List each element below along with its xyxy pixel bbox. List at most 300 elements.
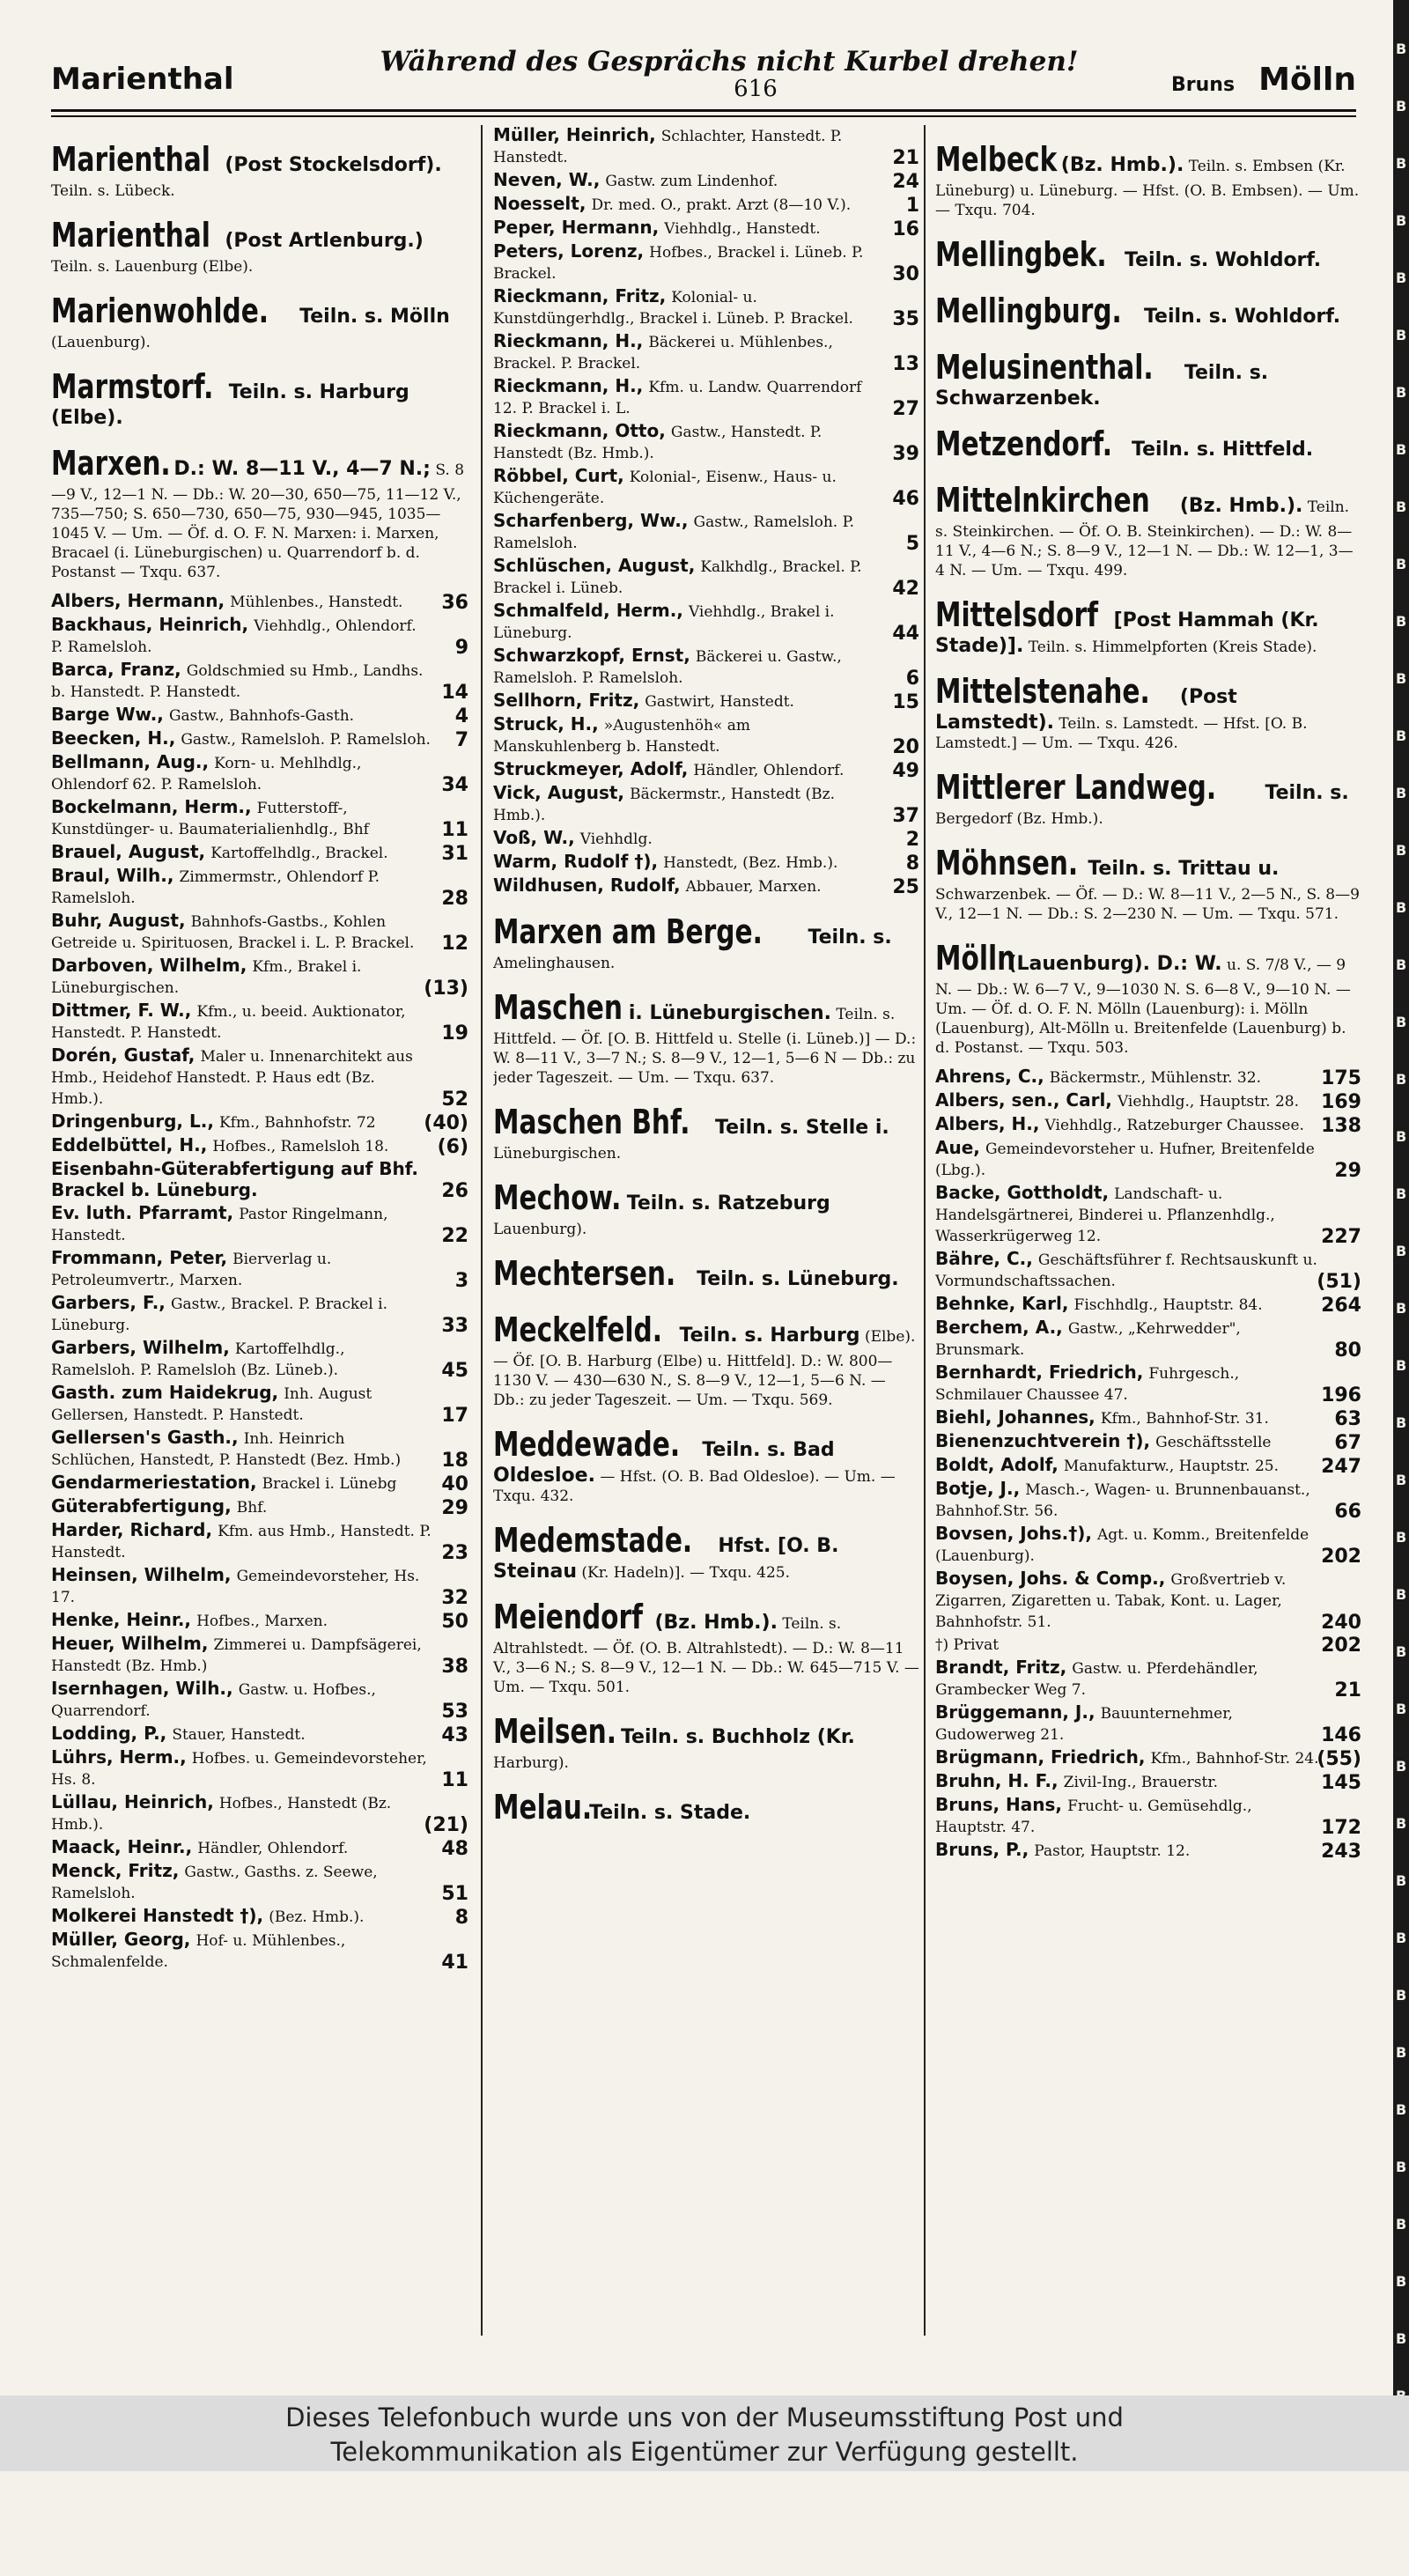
subscriber-details: Kolonial-, Eisenw., Haus- u. Küchengeräte. bbox=[493, 469, 837, 507]
subscriber-details: Zivil-Ing., Brauerstr. bbox=[1063, 1774, 1218, 1791]
phone-number: 49 bbox=[892, 760, 919, 782]
subscriber-details: Agt. u. Komm., Breitenfelde (Lauenburg). bbox=[935, 1526, 1309, 1565]
subscriber-details: Kolonial- u. Kunstdüngerhdlg., Brackel i. Lüneb. P. Brackel. bbox=[493, 289, 853, 328]
phone-number: 27 bbox=[892, 398, 919, 420]
footer-credit bbox=[0, 2395, 1409, 2471]
subscriber-name: Bienenzuchtverein †), bbox=[935, 1430, 1151, 1451]
place-note: Teiln. s. Harburg (Elbe). bbox=[51, 381, 409, 429]
subscriber-details: Pastor, Hauptstr. 12. bbox=[1034, 1842, 1191, 1860]
edge-letter: B bbox=[1396, 1185, 1407, 1202]
place-name: Mittelnkirchen bbox=[935, 481, 1150, 520]
subscriber-name: Scharfenberg, Ww., bbox=[493, 510, 689, 531]
subscriber-details: Dr. med. O., prakt. Arzt (8—10 V.). bbox=[591, 196, 852, 214]
place-info: — Hfst. (O. B. Bad Oldesloe). — Um. — Txqu. 432. bbox=[493, 1468, 896, 1505]
place-name: Mellingburg. bbox=[935, 292, 1122, 330]
subscriber-name: Brüggemann, J., bbox=[935, 1701, 1095, 1723]
subscriber-entry bbox=[51, 1473, 468, 1495]
subscriber-details: Kfm., Bahnhofstr. 72 bbox=[218, 1114, 376, 1132]
subscriber-details: Kfm. u. Landw. Quarrendorf 12. P. Brackel i. L. bbox=[493, 379, 862, 417]
phone-number: 19 bbox=[441, 1022, 468, 1044]
subscriber-name: Backe, Gottholdt, bbox=[935, 1182, 1110, 1203]
footer-line-2: Telekommunikation als Eigentümer zur Verfügung gestellt. bbox=[330, 2437, 1079, 2467]
place-heading bbox=[935, 137, 1361, 220]
subscriber-details: Kalkhdlg., Brackel. P. Brackel i. Lüneb. bbox=[493, 558, 862, 597]
place-note: Teiln. s. Wohldorf. bbox=[1143, 306, 1341, 328]
place-name: Melbeck bbox=[935, 140, 1058, 179]
edge-letter: B bbox=[1396, 785, 1407, 801]
subscriber-details: Gastwirt, Hanstedt. bbox=[645, 693, 794, 711]
edge-letter: B bbox=[1396, 1472, 1407, 1488]
subscriber-details: Gastw., Ramelsloh. P. Ramelsloh. bbox=[493, 513, 854, 552]
subscriber-name: Brauel, August, bbox=[51, 841, 206, 862]
phone-number: 34 bbox=[441, 774, 468, 796]
place-note: D.: W. 8—11 V., 4—7 N.; bbox=[173, 458, 431, 480]
place-note: Teiln. s. Lüneburg. bbox=[697, 1268, 899, 1290]
subscriber-name: Dringenburg, L., bbox=[51, 1111, 214, 1132]
header-rule bbox=[51, 109, 1356, 112]
subscriber-name: Harder, Richard, bbox=[51, 1519, 213, 1540]
subscriber-details: Mühlenbes., Hanstedt. bbox=[230, 594, 403, 611]
header-right-small-keyword: Bruns bbox=[1171, 74, 1236, 96]
subscriber-entry bbox=[935, 1568, 1361, 1633]
phone-number: 38 bbox=[441, 1656, 468, 1678]
edge-letter: B bbox=[1396, 327, 1407, 343]
subscriber-details: Kfm. aus Hmb., Hanstedt. P. Hanstedt. bbox=[51, 1523, 432, 1561]
phone-number: 11 bbox=[441, 1769, 468, 1791]
phone-number: 247 bbox=[1321, 1456, 1361, 1478]
subscriber-name: Barca, Franz, bbox=[51, 659, 181, 680]
subscriber-details: Kfm., Bahnhof-Str. 24. bbox=[1150, 1750, 1319, 1768]
subscriber-name: Rieckmann, Otto, bbox=[493, 420, 666, 441]
subscriber-entry bbox=[935, 1524, 1361, 1567]
subscriber-name: Güterabfertigung, bbox=[51, 1495, 232, 1517]
subscriber-details: Bahnhofs-Gastbs., Kohlen Getreide u. Spirituosen, Brackel i. L. P. Brackel. bbox=[51, 913, 415, 952]
subscriber-entry bbox=[51, 1383, 468, 1426]
place-name: Maschen bbox=[493, 988, 623, 1027]
subscriber-name: Henke, Heinr., bbox=[51, 1609, 192, 1630]
place-name: Marxen. bbox=[51, 444, 171, 483]
place-name: Meddewade. bbox=[493, 1425, 681, 1464]
subscriber-entry bbox=[51, 911, 468, 954]
phone-number: 202 bbox=[1321, 1546, 1361, 1568]
place-heading bbox=[493, 1176, 919, 1239]
subscriber-details: Stauer, Hanstedt. bbox=[172, 1726, 306, 1744]
subscriber-name: Schwarzkopf, Ernst, bbox=[493, 645, 690, 666]
subscriber-name: Schlüschen, August, bbox=[493, 555, 696, 576]
subscriber-name: Garbers, F., bbox=[51, 1292, 166, 1313]
subscriber-entry bbox=[51, 1203, 468, 1246]
edge-letter: B bbox=[1396, 1128, 1407, 1145]
place-heading bbox=[935, 765, 1361, 829]
subscriber-details: Bäckerei u. Mühlenbes., Brackel. P. Brackel. bbox=[493, 334, 833, 373]
subscriber-details: Kfm., Bahnhof-Str. 31. bbox=[1100, 1410, 1269, 1428]
phone-number: 25 bbox=[892, 876, 919, 898]
subscriber-entry bbox=[51, 1111, 468, 1133]
subscriber-details: Händler, Ohlendorf. bbox=[197, 1840, 349, 1857]
subscriber-name: Voß, W., bbox=[493, 827, 575, 848]
subscriber-entry bbox=[51, 752, 468, 795]
place-name: Mechow. bbox=[493, 1178, 622, 1217]
phone-number: 16 bbox=[892, 218, 919, 240]
place-heading bbox=[493, 1100, 919, 1163]
subscriber-entry bbox=[493, 218, 919, 240]
place-heading bbox=[51, 441, 468, 582]
edge-letter: B bbox=[1396, 613, 1407, 630]
subscriber-entry bbox=[935, 1747, 1361, 1769]
subscriber-entry bbox=[51, 956, 468, 999]
subscriber-details: Gastw., Gasths. z. Seewe, Ramelsloh. bbox=[51, 1864, 378, 1902]
subscriber-details: Bauunternehmer, Gudowerweg 21. bbox=[935, 1705, 1233, 1744]
subscriber-name: Peper, Hermann, bbox=[493, 217, 660, 238]
subscriber-details: Gastw. u. Pferdehändler, Grambecker Weg 7. bbox=[935, 1660, 1258, 1699]
phone-number: 21 bbox=[1334, 1679, 1361, 1701]
subscriber-details: Hofbes., Marxen. bbox=[196, 1613, 328, 1630]
edge-letter: B bbox=[1396, 441, 1407, 458]
subscriber-entry bbox=[51, 1723, 468, 1746]
subscriber-name: Gasth. zum Haidekrug, bbox=[51, 1382, 279, 1403]
subscriber-name: Dorén, Gustaf, bbox=[51, 1044, 195, 1066]
subscriber-name: Röbbel, Curt, bbox=[493, 465, 624, 486]
phone-number: 8 bbox=[905, 853, 919, 875]
place-name: Melusinenthal. bbox=[935, 348, 1154, 387]
subscriber-entry bbox=[51, 1610, 468, 1632]
subscriber-name: Maack, Heinr., bbox=[51, 1836, 193, 1857]
subscriber-entry bbox=[493, 421, 919, 464]
subscriber-details: »Augustenhöh« am Manskuhlenberg b. Hanstedt. bbox=[493, 717, 750, 756]
page-number: 616 bbox=[734, 76, 778, 102]
subscriber-entry bbox=[51, 1135, 468, 1157]
subscriber-details: Hofbes., Ramelsloh 18. bbox=[212, 1138, 389, 1155]
subscriber-entry bbox=[51, 797, 468, 840]
subscriber-details: Zimmermstr., Ohlendorf P. Ramelsloh. bbox=[51, 868, 380, 907]
place-name: Marienthal bbox=[51, 216, 210, 255]
subscriber-name: Backhaus, Heinrich, bbox=[51, 614, 249, 635]
edge-letter: B bbox=[1396, 899, 1407, 916]
edge-letter: B bbox=[1396, 384, 1407, 401]
subscriber-details: Kartoffelhdlg., Brackel. bbox=[210, 845, 388, 862]
phone-number: 21 bbox=[892, 147, 919, 169]
subscriber-details: Bäckermstr., Mühlenstr. 32. bbox=[1049, 1069, 1261, 1087]
subscriber-name: Garbers, Wilhelm, bbox=[51, 1337, 230, 1358]
phone-number: (51) bbox=[1317, 1271, 1361, 1293]
subscriber-name: Lüllau, Heinrich, bbox=[51, 1791, 214, 1812]
phone-number: 8 bbox=[454, 1907, 468, 1929]
phone-number: 29 bbox=[1334, 1160, 1361, 1182]
subscriber-name: Ahrens, C., bbox=[935, 1066, 1044, 1087]
subscriber-entry bbox=[51, 1906, 468, 1928]
phone-number: 11 bbox=[441, 819, 468, 841]
edge-letter: B bbox=[1396, 1586, 1407, 1603]
place-note: (Bz. Hmb.). bbox=[1179, 495, 1303, 517]
subscriber-entry bbox=[493, 194, 919, 216]
header-right-keyword: Mölln bbox=[1258, 62, 1356, 98]
edge-letter: B bbox=[1396, 98, 1407, 114]
subscriber-details: Brackel i. Lünebg bbox=[262, 1475, 397, 1493]
subscriber-entry bbox=[935, 1795, 1361, 1838]
subscriber-entry bbox=[935, 1657, 1361, 1701]
place-heading bbox=[935, 593, 1361, 657]
phone-number: 22 bbox=[441, 1225, 468, 1247]
place-note: Teiln. s. Hittfeld. bbox=[1132, 439, 1314, 461]
subscriber-details: Hofbes., Hanstedt (Bz. Hmb.). bbox=[51, 1795, 392, 1834]
place-note: Teiln. s. Mölln bbox=[299, 306, 450, 328]
subscriber-details: Bäckerei u. Gastw., Ramelsloh. P. Ramelsloh. bbox=[493, 648, 842, 687]
subscriber-details: Gastw., „Kehrwedder", Brunsmark. bbox=[935, 1320, 1241, 1359]
phone-number: 24 bbox=[892, 171, 919, 193]
place-heading bbox=[493, 1709, 919, 1773]
phone-number: 5 bbox=[905, 533, 919, 555]
subscriber-details: Hof- u. Mühlenbes., Schmalenfelde. bbox=[51, 1932, 346, 1971]
subscriber-name: Dittmer, F. W., bbox=[51, 1000, 192, 1021]
subscriber-entry bbox=[51, 1747, 468, 1790]
subscriber-entry bbox=[935, 1318, 1361, 1361]
place-heading bbox=[493, 910, 919, 973]
subscriber-name: Heinsen, Wilhelm, bbox=[51, 1564, 232, 1585]
subscriber-details: Viehhdlg., Ratzeburger Chaussee. bbox=[1044, 1117, 1304, 1134]
subscriber-entry bbox=[935, 1771, 1361, 1793]
subscriber-name: Beecken, H., bbox=[51, 727, 176, 749]
phone-number: 227 bbox=[1321, 1226, 1361, 1248]
place-note: Teiln. s. bbox=[808, 926, 892, 948]
subscriber-name: Heuer, Wilhelm, bbox=[51, 1633, 209, 1654]
subscriber-details: Schlachter, Hanstedt. P. Hanstedt. bbox=[493, 128, 843, 166]
phone-number: 36 bbox=[441, 592, 468, 614]
subscriber-name: Molkerei Hanstedt †), bbox=[51, 1905, 264, 1926]
subscriber-details: Kfm., Brakel i. Lüneburgischen. bbox=[51, 958, 362, 997]
subscriber-details: Inh. August Gellersen, Hanstedt. P. Hanstedt. bbox=[51, 1385, 373, 1424]
subscriber-details: Bäckermstr., Hanstedt (Bz. Hmb.). bbox=[493, 786, 836, 824]
subscriber-name: Schmalfeld, Herm., bbox=[493, 600, 683, 621]
place-info: Schwarzenbek. — Öf. — D.: W. 8—11 V., 2—5 N., S. 8—9 V., 12—1 N. — Db.: S. 2—230 N. — Um. — Txqu. 571. bbox=[935, 886, 1360, 923]
subscriber-details: Frucht- u. Gemüsehdlg., Hauptstr. 47. bbox=[935, 1797, 1252, 1836]
phone-number: 243 bbox=[1321, 1841, 1361, 1863]
phone-number: 33 bbox=[441, 1315, 468, 1337]
phone-number: 7 bbox=[454, 729, 468, 751]
phone-number: 42 bbox=[892, 578, 919, 600]
subscriber-entry bbox=[935, 1431, 1361, 1453]
phone-number: (40) bbox=[424, 1112, 468, 1134]
place-note: Teiln. s. Ratzeburg bbox=[626, 1192, 830, 1214]
place-note: Teiln. s. bbox=[1265, 782, 1349, 804]
subscriber-name: Brandt, Fritz, bbox=[935, 1657, 1067, 1678]
subscriber-entry bbox=[935, 1090, 1361, 1112]
subscriber-name: Rieckmann, H., bbox=[493, 375, 644, 396]
phone-number: 48 bbox=[441, 1838, 468, 1860]
place-note: (Post Stockelsdorf). bbox=[225, 154, 442, 176]
subscriber-details: Inh. Heinrich Schlüchen, Hanstedt, P. Hanstedt (Bez. Hmb.) bbox=[51, 1430, 402, 1469]
subscriber-details: †) Privat bbox=[935, 1636, 1000, 1654]
subscriber-name: Darboven, Wilhelm, bbox=[51, 955, 247, 976]
subscriber-name: Bovsen, Johs.†), bbox=[935, 1523, 1092, 1544]
subscriber-details: Pastor Ringelmann, Hanstedt. bbox=[51, 1206, 388, 1244]
subscriber-details: Korn- u. Mehlhdlg., Ohlendorf 62. P. Ramelsloh. bbox=[51, 755, 362, 793]
subscriber-name: Gellersen's Gasth., bbox=[51, 1427, 239, 1448]
phone-number: 52 bbox=[441, 1089, 468, 1111]
subscriber-name: Wildhusen, Rudolf, bbox=[493, 875, 681, 896]
place-heading bbox=[935, 345, 1361, 410]
phone-number: 202 bbox=[1321, 1635, 1361, 1657]
subscriber-details: Landschaft- u. Handelsgärtnerei, Binderei u. Pflanzenhdlg., Wasserkrügerweg 12. bbox=[935, 1185, 1275, 1245]
phone-number: 3 bbox=[454, 1270, 468, 1292]
phone-number: 169 bbox=[1321, 1091, 1361, 1113]
subscriber-entry bbox=[51, 1428, 468, 1471]
place-heading bbox=[493, 1251, 919, 1295]
place-name: Mittelsdorf bbox=[935, 595, 1098, 634]
subscriber-details: Bhf. bbox=[236, 1499, 268, 1517]
subscriber-entry bbox=[935, 1294, 1361, 1316]
subscriber-entry bbox=[493, 828, 919, 850]
place-name: Meiendorf bbox=[493, 1598, 644, 1636]
phone-number: 13 bbox=[892, 353, 919, 375]
subscriber-name: Noesselt, bbox=[493, 193, 586, 214]
subscriber-entry bbox=[51, 1679, 468, 1722]
place-note: (Lauenburg). D.: W. bbox=[1007, 953, 1222, 975]
place-note: (Post Artlenburg.) bbox=[225, 230, 424, 252]
phone-number: 80 bbox=[1334, 1340, 1361, 1362]
subscriber-details: Gastw., Hanstedt. P. Hanstedt (Bz. Hmb.). bbox=[493, 424, 823, 462]
subscriber-details: Viehhdlg., Hanstedt. bbox=[664, 220, 821, 238]
subscriber-name: Bellmann, Aug., bbox=[51, 751, 210, 772]
phone-number: 46 bbox=[892, 488, 919, 510]
phone-number: 18 bbox=[441, 1450, 468, 1472]
place-note: (Bz. Hmb.). bbox=[654, 1612, 778, 1634]
subscriber-name: Menck, Fritz, bbox=[51, 1860, 180, 1881]
phone-number: 41 bbox=[441, 1952, 468, 1974]
phone-number: 20 bbox=[892, 736, 919, 758]
subscriber-name: Barge Ww., bbox=[51, 704, 164, 725]
subscriber-details: Viehhdlg., Ohlendorf. P. Ramelsloh. bbox=[51, 617, 417, 656]
edge-letter: B bbox=[1396, 212, 1407, 229]
subscriber-name: Müller, Georg, bbox=[51, 1929, 191, 1950]
phone-number: (55) bbox=[1317, 1748, 1361, 1770]
place-note: Teiln. s. Stelle i. bbox=[715, 1117, 889, 1139]
edge-letter: B bbox=[1396, 269, 1407, 286]
subscriber-entry bbox=[935, 1635, 1361, 1656]
subscriber-details: Viehhdlg., Brakel i. Lüneburg. bbox=[493, 603, 835, 642]
subscriber-entry bbox=[493, 170, 919, 192]
phone-number: 6 bbox=[905, 668, 919, 690]
subscriber-details: Gemeindevorsteher u. Hufner, Breitenfelde (Lbg.). bbox=[935, 1140, 1315, 1179]
subscriber-name: Neven, W., bbox=[493, 169, 601, 190]
subscriber-entry bbox=[493, 241, 919, 284]
subscriber-entry bbox=[935, 1114, 1361, 1136]
subscriber-entry bbox=[51, 1159, 468, 1201]
place-note: Teiln. s. Stade. bbox=[589, 1802, 751, 1824]
subscriber-details: Zimmerei u. Dampfsägerei, Hanstedt (Bz. Hmb.) bbox=[51, 1636, 422, 1675]
directory-column-1 bbox=[51, 125, 468, 2336]
directory-column-2 bbox=[493, 125, 919, 2336]
subscriber-name: Bruns, P., bbox=[935, 1839, 1029, 1860]
phone-number: 15 bbox=[892, 691, 919, 713]
subscriber-details: Viehhdlg. bbox=[579, 830, 653, 848]
subscriber-name: Vick, August, bbox=[493, 782, 625, 803]
subscriber-entry bbox=[51, 591, 468, 613]
subscriber-details: Gastw., Bahnhofs-Gasth. bbox=[168, 707, 355, 725]
place-name: Möhnsen. bbox=[935, 844, 1079, 882]
place-heading bbox=[493, 1422, 919, 1506]
subscriber-entry bbox=[935, 1067, 1361, 1089]
subscriber-entry bbox=[493, 601, 919, 644]
edge-letter: B bbox=[1396, 1243, 1407, 1259]
subscriber-name: Warm, Rudolf †), bbox=[493, 851, 659, 872]
phone-number: 146 bbox=[1321, 1724, 1361, 1746]
subscriber-name: Eddelbüttel, H., bbox=[51, 1134, 208, 1155]
subscriber-name: Bruns, Hans, bbox=[935, 1794, 1063, 1815]
subscriber-details: Viehhdlg., Hauptstr. 28. bbox=[1117, 1093, 1300, 1111]
edge-letter: B bbox=[1396, 1414, 1407, 1431]
place-note: i. Lüneburgischen. bbox=[628, 1002, 831, 1024]
subscriber-entry bbox=[51, 1338, 468, 1381]
subscriber-details: Großvertrieb v. Zigarren, Zigaretten u. Tabak, Kont. u. Lager, Bahnhofstr. 51. bbox=[935, 1571, 1287, 1631]
subscriber-name: Braul, Wilh., bbox=[51, 865, 174, 886]
subscriber-entry bbox=[493, 783, 919, 826]
subscriber-name: Frommann, Peter, bbox=[51, 1247, 228, 1268]
edge-letter: B bbox=[1396, 1701, 1407, 1717]
subscriber-name: Biehl, Johannes, bbox=[935, 1406, 1095, 1428]
subscriber-details: Fuhrgesch., Schmilauer Chaussee 47. bbox=[935, 1365, 1240, 1404]
subscriber-details: Hofbes. u. Gemeindevorsteher, Hs. 8. bbox=[51, 1750, 427, 1789]
phone-number: 37 bbox=[892, 805, 919, 827]
subscriber-entry bbox=[51, 1837, 468, 1859]
place-heading bbox=[51, 137, 468, 201]
place-heading bbox=[493, 1518, 919, 1583]
place-heading bbox=[935, 669, 1361, 753]
place-info: (Kr. Hadeln)]. — Txqu. 425. bbox=[581, 1564, 790, 1582]
phone-number: 40 bbox=[441, 1473, 468, 1495]
edge-letter: B bbox=[1396, 727, 1407, 744]
edge-letter: B bbox=[1396, 1815, 1407, 1832]
subscriber-details: Gemeindevorsteher, Hs. 17. bbox=[51, 1568, 420, 1606]
subscriber-name: Albers, Hermann, bbox=[51, 590, 225, 611]
place-info: Amelinghausen. bbox=[493, 955, 616, 972]
place-heading bbox=[493, 1595, 919, 1697]
column-divider bbox=[481, 125, 483, 2336]
place-note: Teiln. s. Buchholz (Kr. bbox=[620, 1726, 855, 1748]
place-heading bbox=[493, 1308, 919, 1410]
subscriber-entry bbox=[51, 1565, 468, 1608]
edge-letter: B bbox=[1396, 1014, 1407, 1030]
place-heading bbox=[935, 841, 1361, 924]
subscriber-name: Peters, Lorenz, bbox=[493, 240, 645, 262]
edge-letter: B bbox=[1396, 1930, 1407, 1946]
subscriber-entry bbox=[51, 1634, 468, 1677]
phone-number: 50 bbox=[441, 1611, 468, 1633]
place-info: Teiln. s. Himmelpforten (Kreis Stade). bbox=[1028, 638, 1317, 656]
phone-number: (21) bbox=[424, 1814, 468, 1836]
subscriber-details: Händler, Ohlendorf. bbox=[693, 762, 845, 779]
phone-number: 51 bbox=[441, 1883, 468, 1905]
edge-letter: B bbox=[1396, 155, 1407, 172]
phone-number: 66 bbox=[1334, 1501, 1361, 1523]
subscriber-entry bbox=[51, 866, 468, 909]
subscriber-entry bbox=[493, 331, 919, 374]
subscriber-details: Geschäftsführer f. Rechtsauskunft u. Vormundschaftssachen. bbox=[935, 1251, 1317, 1290]
place-note: Hfst. [O. B. Steinau bbox=[493, 1535, 839, 1583]
place-heading bbox=[935, 422, 1361, 466]
subscriber-entry bbox=[493, 511, 919, 554]
place-heading bbox=[935, 233, 1361, 277]
subscriber-details: Kfm., u. beeid. Auktionator, Hanstedt. P. Hanstedt. bbox=[51, 1003, 406, 1042]
place-name: Meilsen. bbox=[493, 1712, 617, 1751]
subscriber-entry bbox=[935, 1249, 1361, 1292]
edge-letter: B bbox=[1396, 1643, 1407, 1660]
subscriber-name: Behnke, Karl, bbox=[935, 1293, 1069, 1314]
footer-line-1: Dieses Telefonbuch wurde uns von der Museumsstiftung Post und bbox=[285, 2403, 1124, 2432]
subscriber-entry bbox=[935, 1455, 1361, 1477]
phone-number: 172 bbox=[1321, 1817, 1361, 1839]
phone-number: 138 bbox=[1321, 1115, 1361, 1137]
edge-letter: B bbox=[1396, 1872, 1407, 1889]
